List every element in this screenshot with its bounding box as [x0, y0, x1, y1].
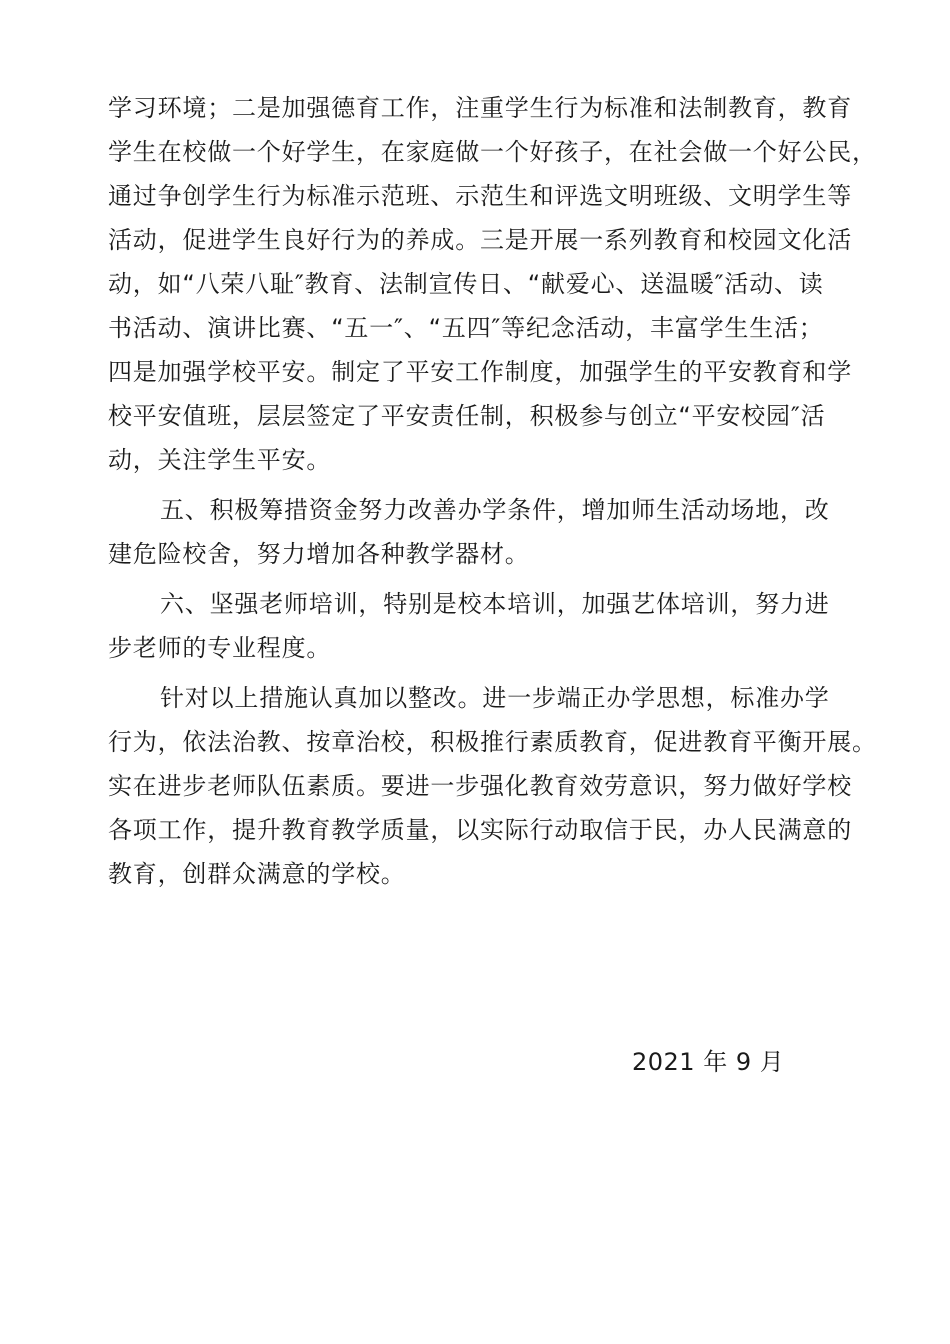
text-line: 动，关注学生平安。 — [108, 446, 332, 474]
text-line: 实在进步老师队伍素质。要进一步强化教育效劳意识，努力做好学校 — [108, 772, 852, 800]
document-body — [108, 86, 908, 902]
text-line: 书活动、演讲比赛、“五一″、“五四″等纪念活动，丰富学生生活； — [108, 314, 824, 342]
paragraph-conclusion — [108, 676, 908, 896]
text-line: 学生在校做一个好学生，在家庭做一个好孩子，在社会做一个好公民， — [108, 138, 877, 166]
text-line: 步老师的专业程度。 — [108, 634, 332, 662]
text-line: 行为，依法治教、按章治校，积极推行素质教育，促进教育平衡开展。 — [108, 728, 877, 756]
paragraph-item-five — [108, 488, 908, 576]
text-line: 校平安值班，层层签定了平安责任制，积极参与创立“平安校园″活 — [108, 402, 826, 430]
text-line: 五、积极筹措资金努力改善办学条件，增加师生活动场地，改 — [160, 496, 830, 524]
text-line: 学习环境；二是加强德育工作，注重学生行为标准和法制教育，教育 — [108, 94, 852, 122]
text-line: 六、坚强老师培训，特别是校本培训，加强艺体培训，努力进 — [160, 590, 830, 618]
text-line: 通过争创学生行为标准示范班、示范生和评选文明班级、文明学生等 — [108, 182, 852, 210]
text-line: 各项工作，提升教育教学质量，以实际行动取信于民，办人民满意的 — [108, 816, 852, 844]
text-line: 建危险校舍，努力增加各种教学器材。 — [108, 540, 530, 568]
paragraph-item-six — [108, 582, 908, 670]
text-line: 针对以上措施认真加以整改。进一步端正办学思想，标准办学 — [160, 684, 830, 712]
text-line: 动，如“八荣八耻″教育、法制宣传日、“献爱心、送温暖″活动、读 — [108, 270, 824, 298]
text-line: 活动，促进学生良好行为的养成。三是开展一系列教育和校园文化活 — [108, 226, 852, 254]
paragraph-activities — [108, 86, 908, 482]
text-line: 四是加强学校平安。制定了平安工作制度，加强学生的平安教育和学 — [108, 358, 852, 386]
text-line: 教育，创群众满意的学校。 — [108, 860, 406, 888]
document-date: 2021 年 9 月 — [632, 1048, 785, 1076]
